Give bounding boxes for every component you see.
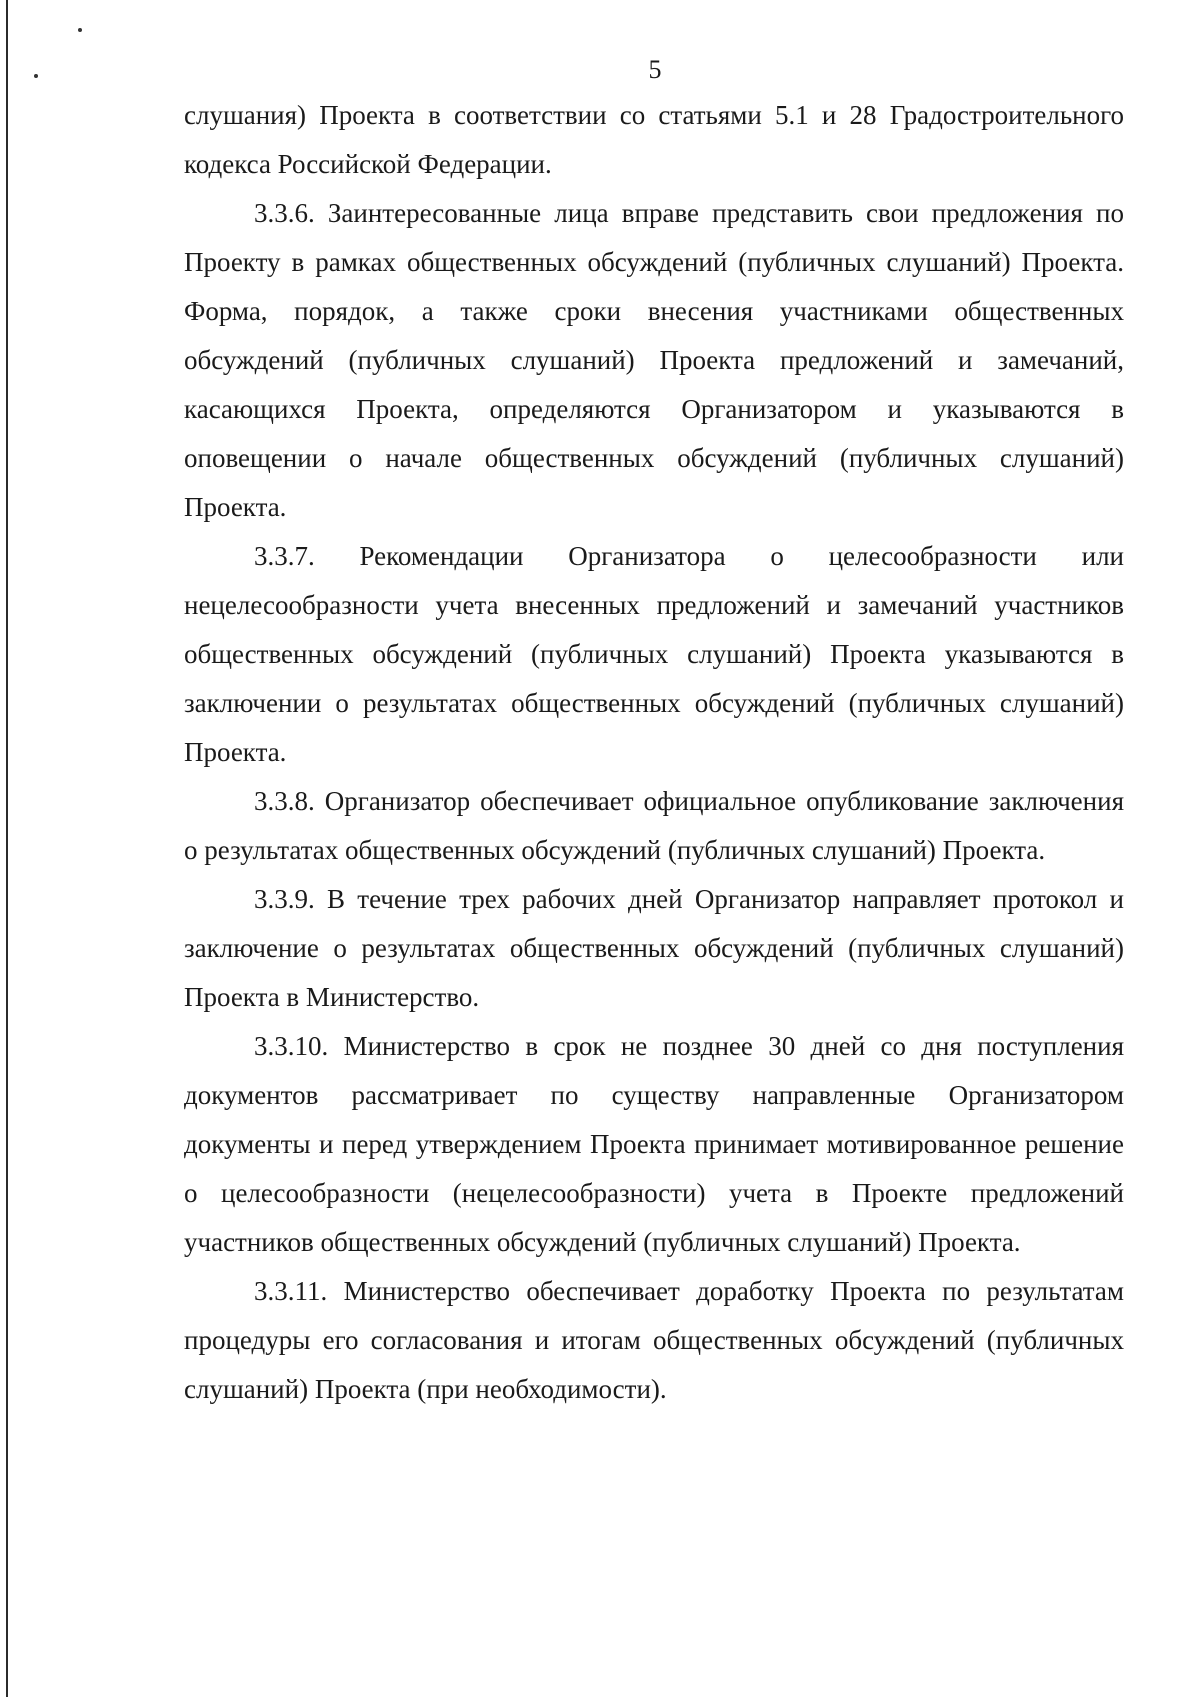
paragraph-3-3-6: 3.3.6. Заинтересованные лица вправе представить свои предложения по Проекту в рамках общественных обсуждений (публичных слушаний) Проекта. Форма, порядок, а также сроки внесения участниками общественных обсуждений (публичных слушаний) Проекта предложений и замечаний, касающихся Проекта, определяются Организатором и указываются в оповещении о начале общественных обсуждений (публичных слушаний) Проекта. [184,198,1124,522]
paragraph-continuation: слушания) Проекта в соответствии со статьями 5.1 и 28 Градостроительного кодекса Российской Федерации. [184,100,1124,179]
scan-speck [34,74,38,78]
scan-left-edge [6,0,8,1697]
paragraph-3-3-11: 3.3.11. Министерство обеспечивает доработку Проекта по результатам процедуры его согласования и итогам общественных обсуждений (публичных слушаний) Проекта (при необходимости). [184,1276,1124,1404]
scan-speck [78,28,82,32]
page-number: 5 [648,55,662,84]
document-body [184,91,1124,1414]
paragraph-3-3-7: 3.3.7. Рекомендации Организатора о целесообразности или нецелесообразности учета внесенных предложений и замечаний участников общественных обсуждений (публичных слушаний) Проекта указываются в заключении о результатах общественных обсуждений (публичных слушаний) Проекта. [184,541,1124,767]
paragraph-3-3-10: 3.3.10. Министерство в срок не позднее 30 дней со дня поступления документов рассматривает по существу направленные Организатором документы и перед утверждением Проекта принимает мотивированное решение о целесообразности (нецелесообразности) учета в Проекте предложений участников общественных обсуждений (публичных слушаний) Проекта. [184,1031,1124,1257]
paragraph-3-3-9: 3.3.9. В течение трех рабочих дней Организатор направляет протокол и заключение о результатах общественных обсуждений (публичных слушаний) Проекта в Министерство. [184,884,1124,1012]
paragraph-3-3-8: 3.3.8. Организатор обеспечивает официальное опубликование заключения о результатах общественных обсуждений (публичных слушаний) Проекта. [184,786,1124,865]
